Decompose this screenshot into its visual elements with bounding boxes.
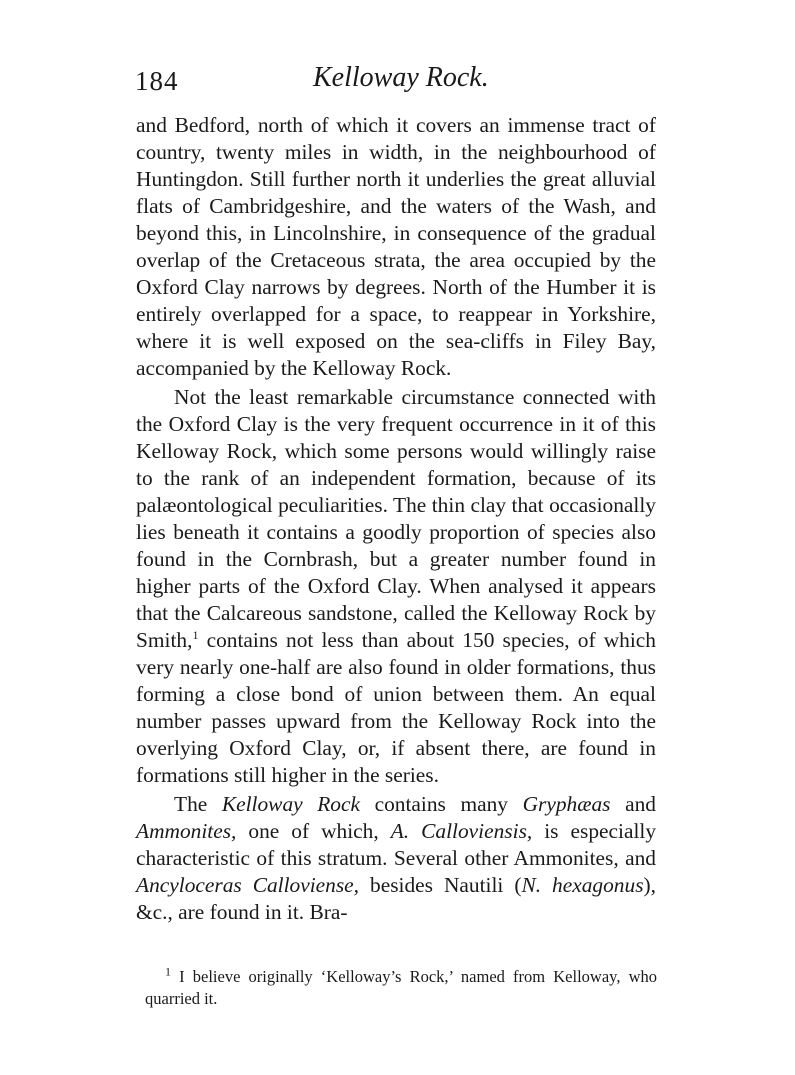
paragraph-3-text-5: is especially characteristic of this stratum. Several other Ammonites, and bbox=[136, 819, 657, 870]
footnote bbox=[145, 966, 657, 1010]
page-number: 184 bbox=[135, 66, 179, 96]
page-header bbox=[135, 62, 665, 102]
paragraph-3-text-2: contains many bbox=[359, 792, 523, 816]
paragraph-3-text-4: one of which, bbox=[236, 819, 391, 843]
paragraph-3-italic-6: N. hexagonus bbox=[521, 873, 644, 897]
paragraph-3-text-6: besides Nautili ( bbox=[359, 873, 522, 897]
paragraph-1: and Bedford, north of which it covers an immense tract of country, twenty miles in width, in the neighbourhood of Huntingdon. Still further north it underlies the great alluvial flats of Cambridgeshire, and the waters of the Wash, and beyond this, in Lincolnshire, in consequence of the gradual overlap of the Cretaceous strata, the area occupied by the Oxford Clay narrows by degrees. North of the Humber it is entirely overlapped for a space, to reappear in Yorkshire, where it is well exposed on the sea-cliffs in Filey Bay, accompanied by the Kelloway Rock. bbox=[136, 113, 656, 380]
paragraph-2 bbox=[136, 384, 656, 789]
paragraph-3 bbox=[136, 791, 656, 926]
paragraph-3-text-7: ), &c., are found in it. Bra- bbox=[136, 873, 657, 924]
footnote-text: I believe originally ‘Kelloway’s Rock,’ named from Kelloway, who quarried it. bbox=[145, 967, 657, 1008]
paragraph-3-italic-1: Kelloway Rock bbox=[221, 792, 360, 816]
body-text bbox=[136, 112, 656, 926]
paragraph-2-part-2: contains not less than about 150 species, of which very nearly one-half are also found in older formations, thus forming a close bond of union between them. An equal number passes upward from the Kelloway Rock into the overlying Oxford Clay, or, if absent there, are found in formations still higher in the series. bbox=[136, 628, 656, 787]
paragraph-3-italic-5: Ancyloceras Calloviense, bbox=[136, 873, 360, 897]
footnote-marker: 1 bbox=[165, 964, 171, 979]
footnote-reference: 1 bbox=[192, 627, 199, 642]
paragraph-3-text-3: and bbox=[610, 792, 656, 816]
running-title: Kelloway Rock. bbox=[313, 62, 489, 93]
paragraph-2-part-1: Not the least remarkable circumstance connected with the Oxford Clay is the very frequent occurrence in it of this Kelloway Rock, which some persons would willingly raise to the rank of an independent formation, because of its palæontological peculiarities. The thin clay that occasionally lies beneath it contains a goodly proportion of species also found in the Cornbrash, but a greater number found in higher parts of the Oxford Clay. When analysed it appears that the Calcareous sandstone, called the Kelloway Rock by Smith, bbox=[136, 385, 656, 652]
paragraph-3-italic-2: Gryphæas bbox=[522, 792, 611, 816]
paragraph-3-italic-3: Ammonites, bbox=[136, 819, 237, 843]
paragraph-3-italic-4: A. Calloviensis, bbox=[390, 819, 533, 843]
paragraph-3-text-1: The bbox=[174, 792, 222, 816]
footnote-paragraph bbox=[145, 966, 657, 1010]
